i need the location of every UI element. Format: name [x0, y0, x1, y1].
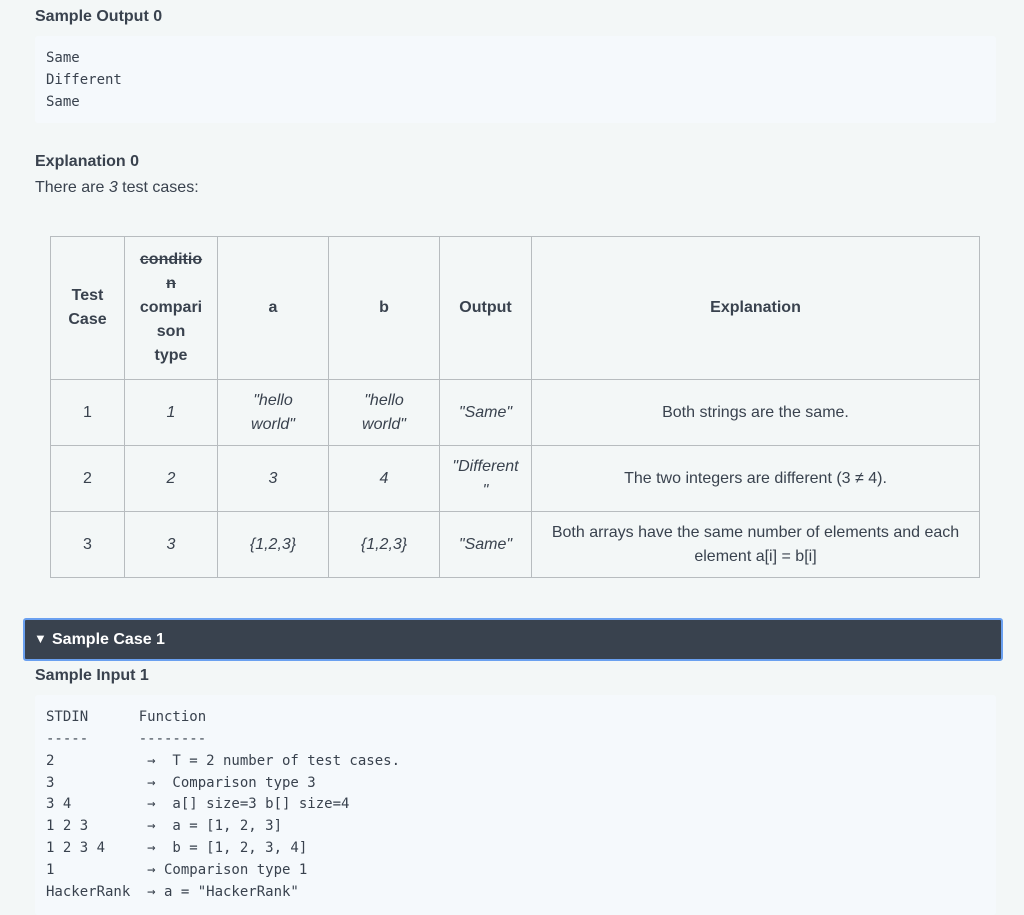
cell-output-text: "Different	[452, 458, 519, 475]
cell-b-text: {1,2,3}	[360, 535, 408, 553]
cell-a	[218, 380, 329, 446]
cell-type: 3	[125, 512, 218, 578]
table-header-row	[51, 237, 980, 380]
cell-explanation-text: Both arrays have the same number of elements and each	[551, 523, 960, 541]
cell-b	[329, 380, 440, 446]
input-line: STDIN Function	[46, 709, 207, 725]
header-output: Output	[440, 237, 532, 380]
sample-case-accordion[interactable]	[23, 618, 1003, 661]
cell-explanation-text: Both strings are the same.	[662, 403, 849, 421]
cell-b-text: world"	[362, 415, 406, 433]
header-a: a	[218, 237, 329, 380]
cell-type: 1	[125, 380, 218, 446]
cell-type: 2	[125, 446, 218, 512]
header-comparison-text: compari	[139, 299, 203, 316]
intro-suffix: test cases:	[117, 179, 199, 196]
sample-case-label: Sample Case 1	[52, 631, 165, 648]
cell-a	[218, 512, 329, 578]
input-line: 3 → Comparison type 3	[46, 775, 316, 791]
input-line: 1 2 3 4 → b = [1, 2, 3, 4]	[46, 840, 308, 856]
table-row	[51, 512, 980, 578]
explanation-table	[50, 236, 980, 578]
header-comparison-text: type	[154, 347, 188, 364]
cell-a-text: {1,2,3}	[249, 535, 297, 553]
cell-explanation	[532, 512, 980, 578]
sample-input-code-block	[35, 695, 996, 915]
cell-b	[329, 512, 440, 578]
sample-input-heading: Sample Input 1	[35, 667, 149, 684]
table-row	[51, 380, 980, 446]
header-comparison-text: son	[156, 323, 186, 340]
cell-a-text: 3	[268, 469, 278, 487]
explanation-intro	[35, 179, 199, 197]
cell-b-text: 4	[379, 469, 389, 487]
cell-explanation-text: The two integers are different (3 ≠ 4).	[624, 469, 887, 487]
intro-prefix: There are	[35, 179, 109, 196]
cell-b	[329, 446, 440, 512]
explanation-heading: Explanation 0	[35, 153, 140, 170]
cell-a	[218, 446, 329, 512]
cell-output	[440, 512, 532, 578]
header-b: b	[329, 237, 440, 380]
cell-explanation	[532, 380, 980, 446]
cell-explanation-text: element a[i] = b[i]	[694, 547, 817, 565]
intro-count: 3	[108, 179, 118, 196]
header-comparison-type	[125, 237, 218, 380]
cell-test-case: 1	[51, 380, 125, 446]
header-condition-struck: conditio	[139, 251, 203, 268]
cell-test-case: 3	[51, 512, 125, 578]
header-explanation: Explanation	[532, 237, 980, 380]
sample-output-code-block	[35, 36, 996, 123]
triangle-down-icon: ▼	[34, 631, 47, 646]
cell-explanation	[532, 446, 980, 512]
cell-test-case: 2	[51, 446, 125, 512]
header-condition-struck: n	[166, 275, 176, 292]
cell-output-text: "Same"	[458, 403, 513, 421]
input-line: 2 → T = 2 number of test cases.	[46, 753, 401, 769]
cell-a-text: world"	[251, 415, 295, 433]
cell-output-text: "Same"	[458, 535, 513, 553]
input-line: 1 2 3 → a = [1, 2, 3]	[46, 818, 283, 834]
input-line: 3 4 → a[] size=3 b[] size=4	[46, 796, 350, 812]
sample-output-heading: Sample Output 0	[35, 8, 163, 25]
input-line: ----- --------	[46, 731, 207, 747]
cell-a-text: "hello	[253, 391, 293, 409]
input-line: HackerRank → a = "HackerRank"	[46, 884, 299, 900]
cell-b-text: "hello	[364, 391, 404, 409]
output-line: Same	[46, 50, 80, 66]
output-line: Same	[46, 94, 80, 110]
cell-output	[440, 446, 532, 512]
output-line: Different	[46, 72, 122, 88]
header-test-case: Test Case	[51, 237, 125, 380]
cell-output-text: "	[482, 482, 489, 499]
input-line: 1 → Comparison type 1	[46, 862, 308, 878]
cell-output	[440, 380, 532, 446]
table-row	[51, 446, 980, 512]
